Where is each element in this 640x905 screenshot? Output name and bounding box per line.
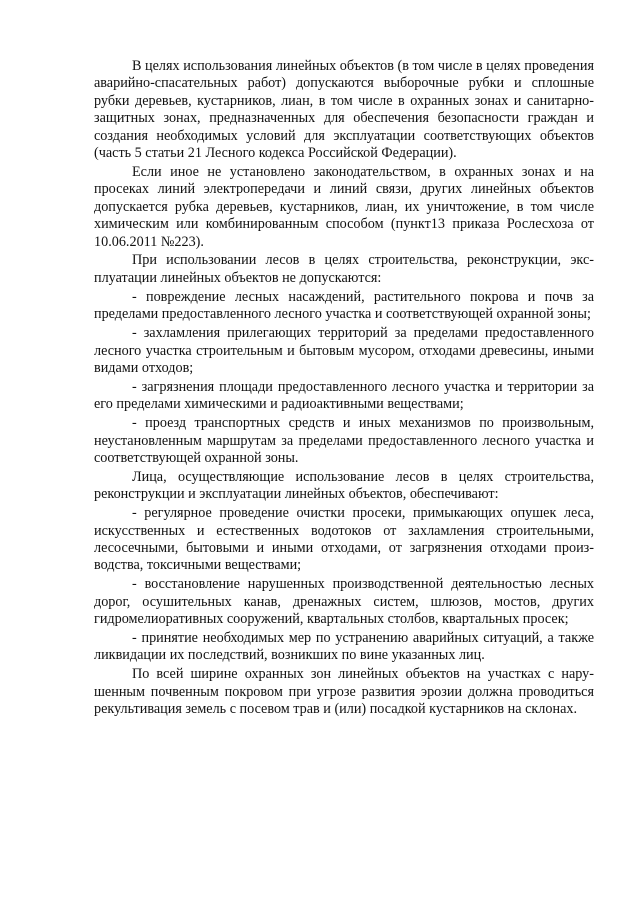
list-item-damage-prohibition: - повреждение лесных насаждений, растительного покрова и почв за пределами предоставленного лесного участка и соответствующей охранной зоны; — [94, 288, 594, 323]
list-item-restoration-obligation: - восстановление нарушенных производственной деятельностью лесных дорог, осушительных канав, дренажных систем, шлюзов, мостов, других гидромелиоративных сооружений, квартальных столбов, квартальных просек; — [94, 576, 594, 628]
list-item-littering-prohibition: - захламления прилегающих территорий за пределами предоставленного лесного участка строительным и бытовым мусором, отходами древесины, иными видами отходов; — [94, 325, 594, 376]
paragraph-recultivation: По всей ширине охранных зон линейных объектов на участках с нарушенным почвенным покровом при угрозе развития эрозии должна проводиться рекультивация земель с посевом трав и (или) посадкой кустарников на склонах. — [94, 666, 594, 718]
paragraph-prohibitions-intro: При использовании лесов в целях строительства, реконструкции, эксплуатации линейных объектов не допускаются: — [94, 252, 594, 286]
list-item-clearing-obligation: - регулярное проведение очистки просеки, примыкающих опушек леса, искусственных и естественных водотоков от захламления строительными, лесосечными, бытовыми и иными отходами, от загрязнения отходами производства, токсичными веществами; — [94, 505, 594, 574]
paragraph-protection-zones-felling: Если иное не установлено законодательством, в охранных зонах и на просеках линий электропередачи и линий связи, других линейных объектов допускается рубка деревьев, кустарников, лиан, их уничтожение, в том числе химическим или комбинированным способом (пункт13 приказа Рослесхоза от 10.06.2011 №223). — [94, 163, 594, 250]
list-item-pollution-prohibition: - загрязнения площади предоставленного лесного участка и территории за его пределами химическими и радиоактивными веществами; — [94, 378, 594, 413]
paragraph-linear-objects-felling: В целях использования линейных объектов (в том числе в целях проведения аварийно-спасательных работ) допускаются выборочные рубки и сплошные рубки деревьев, кустарников, лиан, в том числе в охранных зонах и санитарно-защитных зонах, предназначенных для обеспечения безопасности граждан и создания необходимых условий для эксплуатации соответствующих объектов (часть 5 статьи 21 Лесного кодекса Российской Федерации). — [94, 58, 594, 162]
list-item-emergency-obligation: - принятие необходимых мер по устранению аварийных ситуаций, а также ликвидации их последствий, возникших по вине указанных лиц. — [94, 630, 594, 664]
list-item-vehicle-prohibition: - проезд транспортных средств и иных механизмов по произвольным, неустановленным маршрутам за пределами предоставленного лесного участка и соответствующей охранной зоны. — [94, 415, 594, 466]
paragraph-obligations-intro: Лица, осуществляющие использование лесов в целях строительства, реконструкции и эксплуатации линейных объектов, обеспечивают: — [94, 468, 594, 503]
